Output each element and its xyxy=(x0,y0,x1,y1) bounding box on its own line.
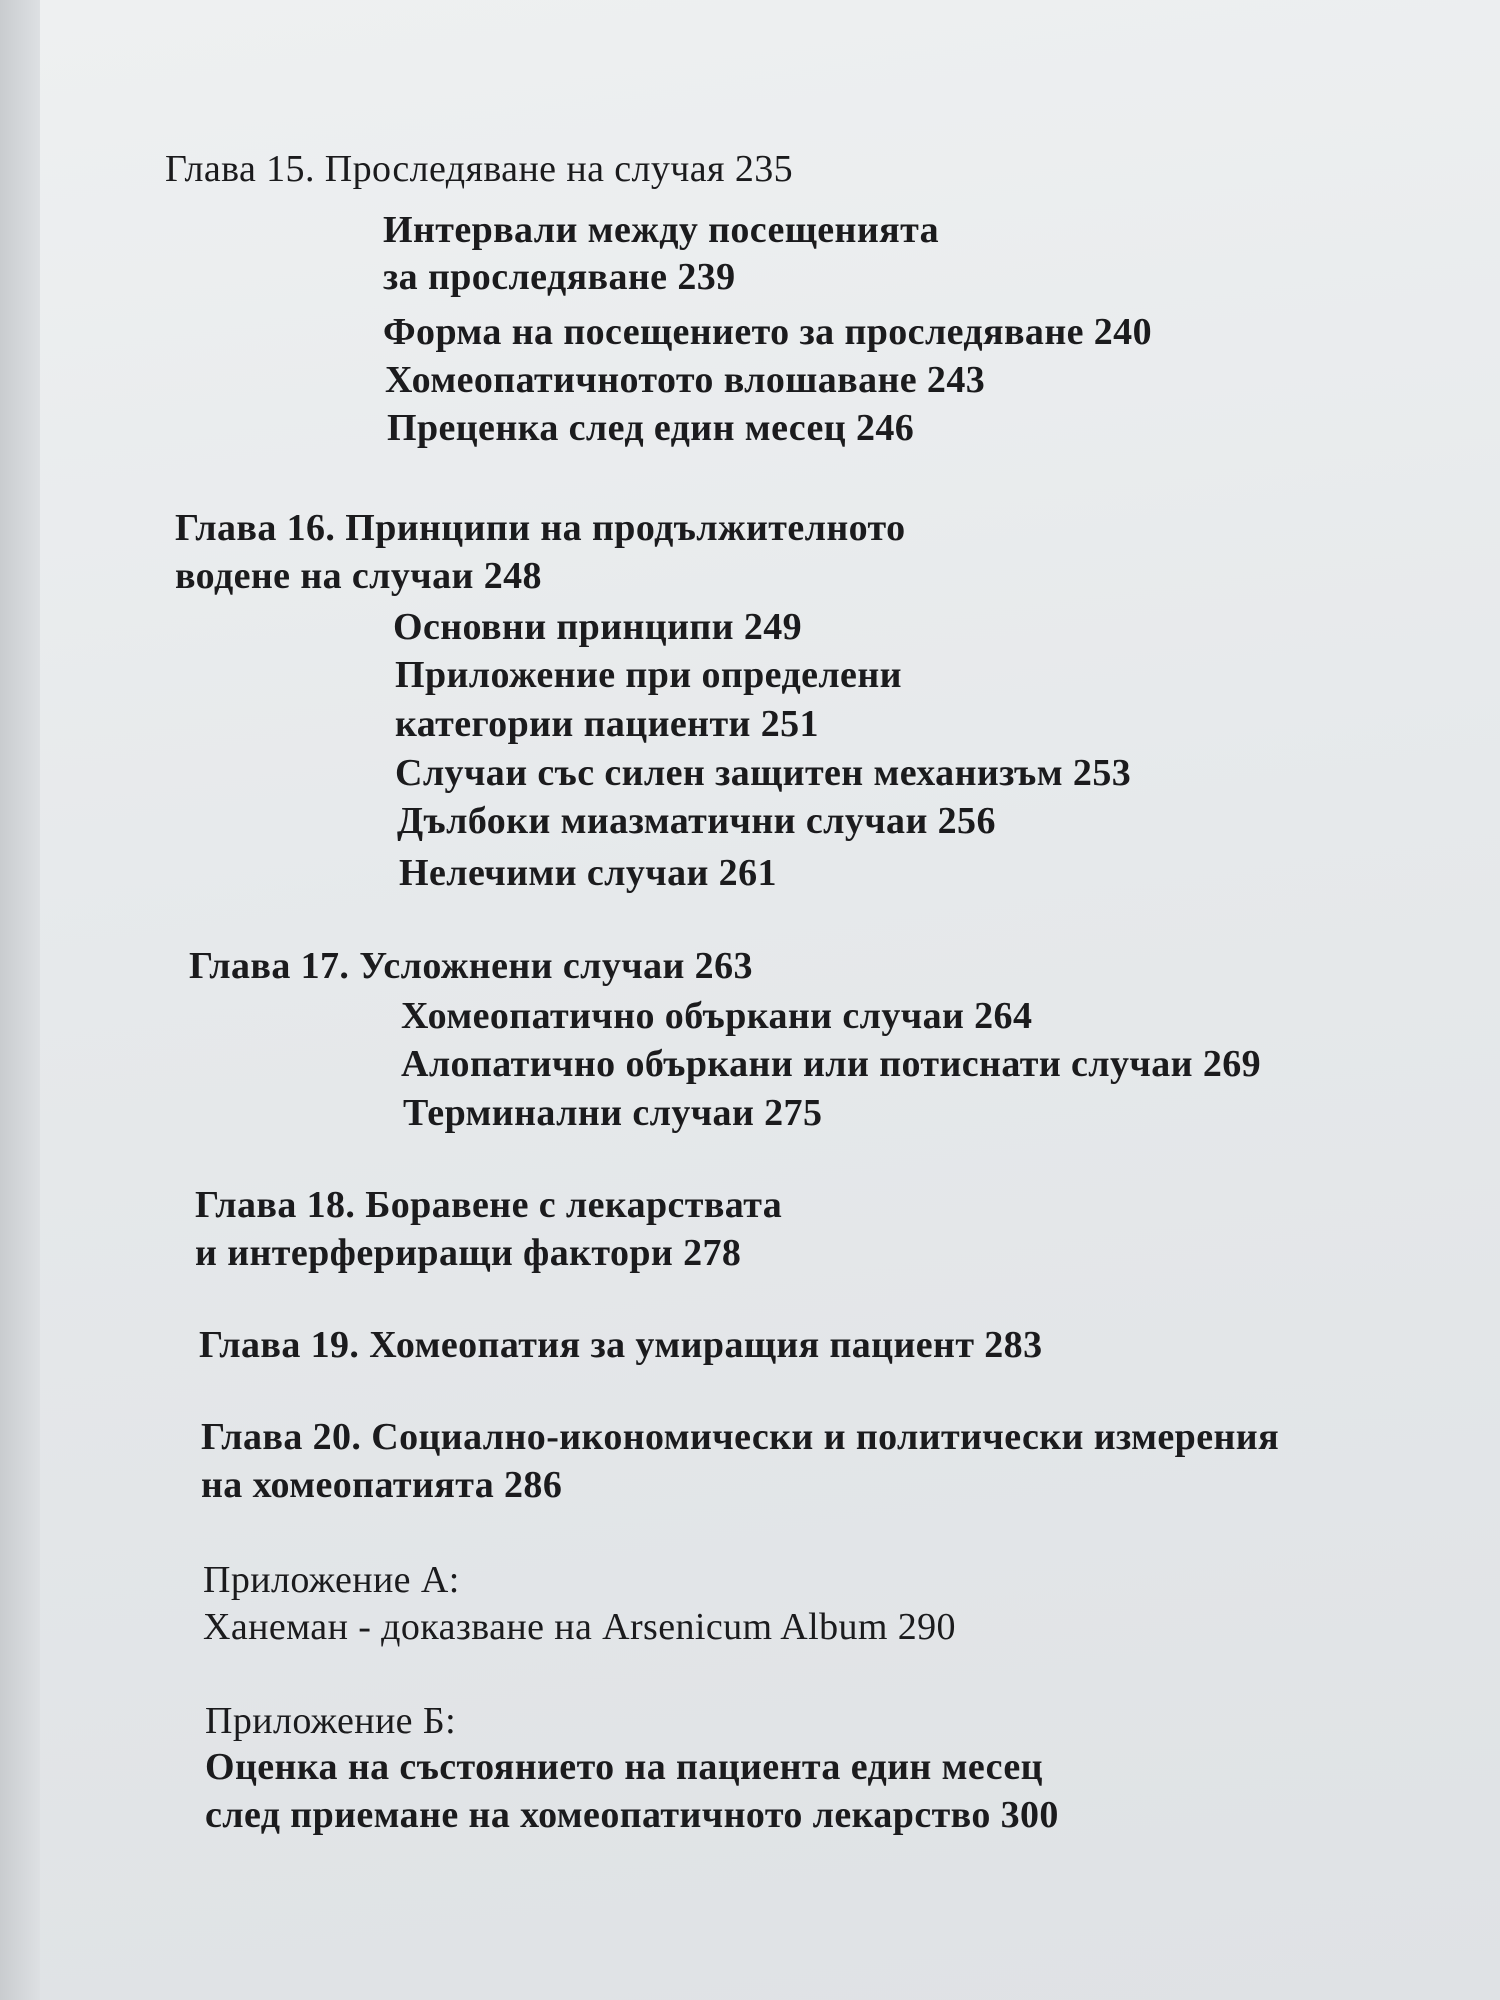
chapter-17-section-1: Хомеопатично объркани случаи 264 xyxy=(401,995,1033,1037)
chapter-16-title-b: водене на случаи 248 xyxy=(175,555,542,597)
appendix-b-title-b: след приемане на хомеопатичното лекарство 300 xyxy=(205,1794,1059,1836)
chapter-20-title-b: на хомеопатията 286 xyxy=(201,1464,563,1506)
chapter-15-section-1b: за проследяване 239 xyxy=(383,256,736,298)
chapter-17-section-2: Алопатично объркани или потиснати случаи 269 xyxy=(401,1043,1262,1085)
chapter-18-title-b: и интерфериращи фактори 278 xyxy=(195,1232,742,1274)
chapter-15-section-3: Хомеопатичнотото влошаване 243 xyxy=(385,359,986,401)
chapter-18-title-a: Глава 18. Боравене с лекарствата xyxy=(195,1184,783,1226)
chapter-16-section-3: Случаи със силен защитен механизъм 253 xyxy=(395,752,1132,794)
chapter-20-title-a: Глава 20. Социално-икономически и политически измерения xyxy=(201,1416,1280,1458)
chapter-17-section-3: Терминални случаи 275 xyxy=(403,1092,823,1134)
chapter-17-title: Глава 17. Усложнени случаи 263 xyxy=(189,945,753,987)
chapter-19-title: Глава 19. Хомеопатия за умиращия пациент 283 xyxy=(199,1324,1043,1366)
chapter-15-section-2: Форма на посещението за проследяване 240 xyxy=(383,311,1152,353)
chapter-16-section-4: Дълбоки миазматични случаи 256 xyxy=(397,800,996,842)
chapter-15-section-1a: Интервали между посещенията xyxy=(383,209,940,251)
chapter-16-section-2b: категории пациенти 251 xyxy=(395,703,819,745)
chapter-16-section-2a: Приложение при определени xyxy=(395,654,902,696)
appendix-b-title-a: Оценка на състоянието на пациента един месец xyxy=(205,1746,1043,1788)
chapter-16-title-a: Глава 16. Принципи на продължителното xyxy=(175,507,906,549)
chapter-16-section-1: Основни принципи 249 xyxy=(393,606,803,648)
appendix-a-heading: Приложение А: xyxy=(203,1559,460,1601)
chapter-16-section-5: Нелечими случаи 261 xyxy=(399,852,777,894)
appendix-a-title: Ханеман - доказване на Arsenicum Album 290 xyxy=(203,1606,956,1648)
chapter-15-title: Глава 15. Проследяване на случая 235 xyxy=(165,148,794,190)
chapter-15-section-4: Преценка след един месец 246 xyxy=(387,407,915,449)
appendix-b-heading: Приложение Б: xyxy=(205,1700,457,1742)
